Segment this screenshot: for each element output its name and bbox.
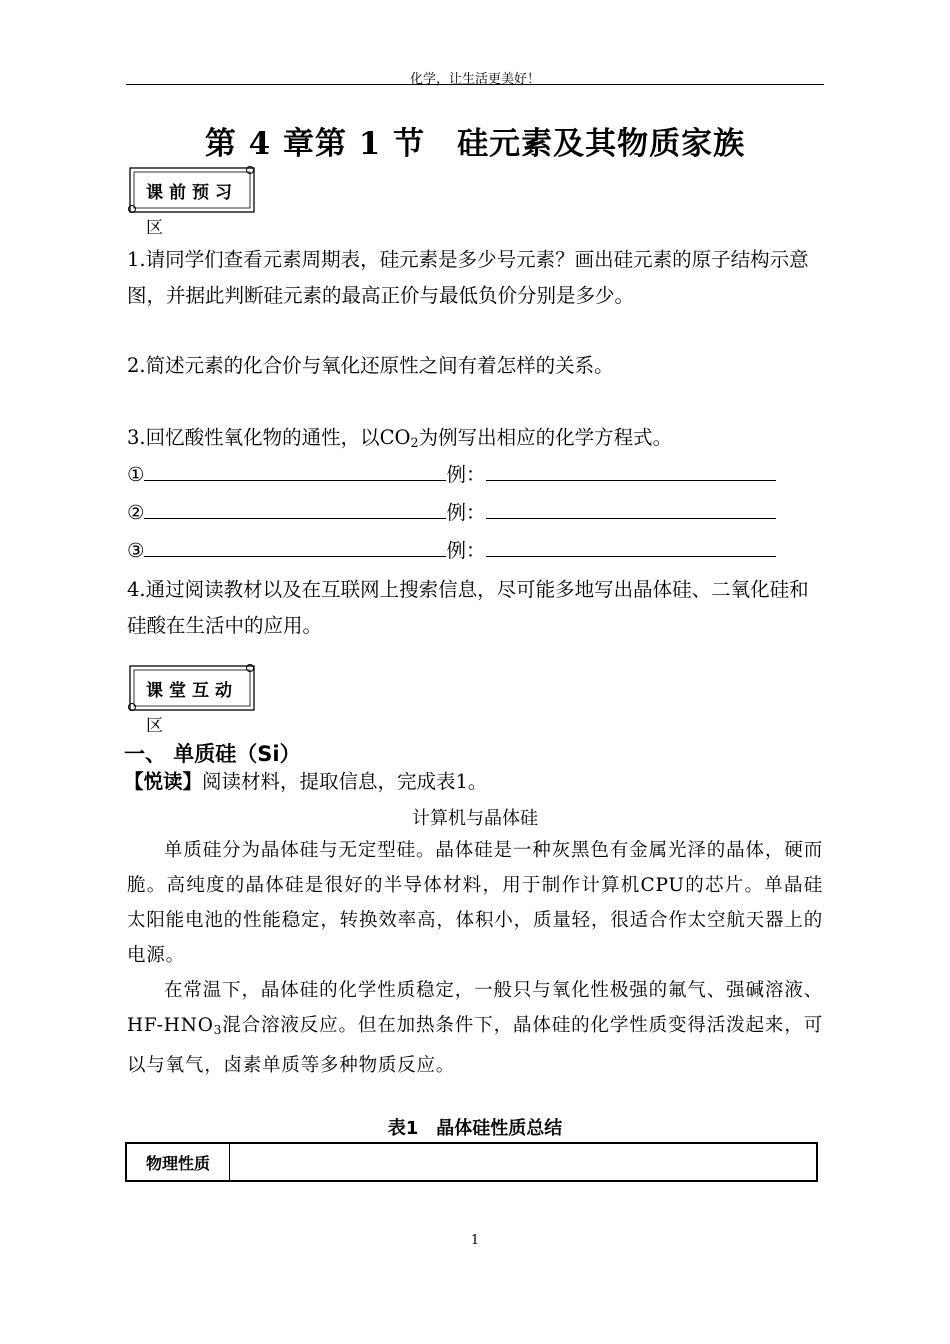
table-row-label: 物理性质 — [126, 1143, 230, 1181]
blank-marker: ① — [127, 463, 145, 486]
example-label: 例： — [446, 539, 486, 562]
preview-section-label: 课前预习 — [146, 183, 238, 203]
example-blank-line[interactable] — [486, 496, 776, 519]
example-label: 例： — [446, 463, 486, 486]
class-section-label: 课堂互动 — [146, 681, 238, 701]
class-section-banner — [126, 662, 250, 704]
article-paragraph-2: 在常温下，晶体硅的化学性质稳定，一般只与氧化性极强的氟气、强碱溶液、$HF-HNO_3$混合溶液反应。但在加热条件下，晶体硅的化学性质变得活泼起来，可以与氧气，卤素单质等多种物质反应。 — [127, 980, 823, 1076]
answer-blank-row — [127, 534, 776, 563]
blank-marker: ③ — [127, 539, 145, 562]
example-blank-line[interactable] — [486, 458, 776, 481]
article-paragraph-1: 单质硅分为晶体硅与无定型硅。晶体硅是一种灰黑色有金属光泽的晶体，硬而脆。高纯度的晶体硅是很好的半导体材料，用于制作计算机CPU的芯片。单晶硅太阳能电池的性能稳定，转换效率高，体积小，质量轻，很适合作太空航天器上的电源。 — [127, 840, 823, 966]
properties-table — [125, 1142, 818, 1182]
preview-question-4: 4.通过阅读教材以及在互联网上搜索信息，尽可能多地写出晶体硅、二氧化硅和硅酸在生活中的应用。 — [127, 578, 809, 637]
class-section-label-tail: 区 — [146, 716, 163, 736]
article-title: 计算机与晶体硅 — [412, 808, 538, 829]
page-title: 第 4 章第 1 节 硅元素及其物质家族 — [204, 126, 746, 162]
property-blank-line[interactable] — [144, 458, 446, 481]
answer-blank-row — [127, 458, 776, 487]
preview-question-1: 1.请同学们查看元素周期表，硅元素是多少号元素？画出硅元素的原子结构示意图，并据此判断硅元素的最高正价与最低负价分别是多少。 — [127, 248, 809, 307]
table-answer-cell[interactable] — [230, 1143, 818, 1181]
reading-instruction: 【悦读】阅读材料，提取信息，完成表1。 — [124, 770, 488, 793]
example-label: 例： — [446, 501, 486, 524]
header-slogan: 化学，让生活更美好！ — [409, 72, 540, 87]
table-row — [126, 1143, 817, 1181]
blank-marker: ② — [127, 501, 145, 524]
answer-blank-row — [127, 496, 776, 525]
preview-section-label-tail: 区 — [146, 218, 163, 238]
property-blank-line[interactable] — [144, 534, 446, 557]
table-caption: 表1 晶体硅性质总结 — [387, 1118, 563, 1139]
page-number: 1 — [470, 1233, 480, 1248]
preview-question-3: 3.回忆酸性氧化物的通性，以$CO_2$为例写出相应的化学方程式。 — [127, 426, 673, 451]
header-divider — [126, 84, 824, 85]
property-blank-line[interactable] — [144, 496, 446, 519]
example-blank-line[interactable] — [486, 534, 776, 557]
section-heading: 一、 单质硅（Si） — [124, 742, 301, 766]
preview-question-2: 2.简述元素的化合价与氧化还原性之间有着怎样的关系。 — [127, 354, 614, 377]
preview-section-banner — [126, 164, 250, 206]
